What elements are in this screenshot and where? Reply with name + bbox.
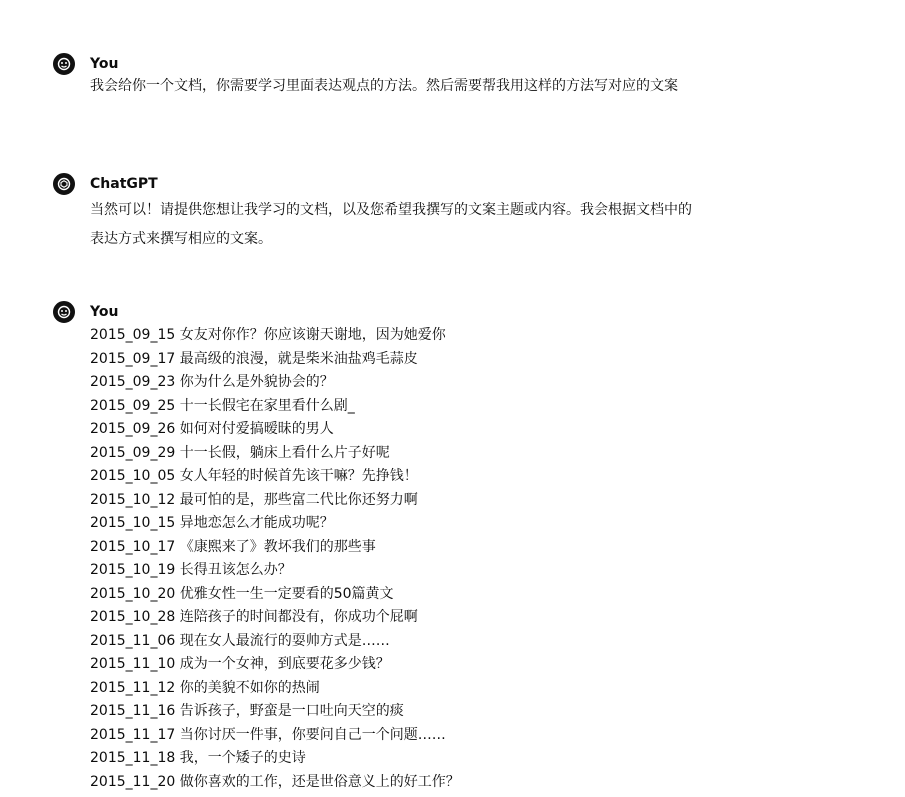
message-text-line: 表达方式来撰写相应的文案。 bbox=[90, 231, 272, 247]
message-header bbox=[53, 53, 873, 75]
message-text-line: 当然可以！请提供您想让我学习的文档，以及您希望我撰写的文案主题或内容。我会根据文档中的 bbox=[90, 202, 692, 218]
list-item: 2015_11_20 做你喜欢的工作，还是世俗意义上的好工作？ bbox=[90, 773, 460, 790]
user-message-1 bbox=[53, 53, 873, 99]
list-item: 2015_10_28 连陪孩子的时间都没有，你成功个屁啊 bbox=[90, 609, 418, 625]
list-item: 2015_10_20 优雅女性一生一定要看的50篇黄文 bbox=[90, 585, 394, 602]
list-item: 2015_11_17 当你讨厌一件事，你要问自己一个问题…… bbox=[90, 726, 446, 743]
list-item: 2015_09_23 你为什么是外貌协会的？ bbox=[90, 374, 334, 390]
list-item: 2015_11_18 我，一个矮子的史诗 bbox=[90, 750, 306, 766]
message-body bbox=[90, 196, 873, 254]
list-item: 2015_10_17 《康熙来了》教坏我们的那些事 bbox=[90, 538, 376, 555]
list-item: 2015_09_29 十一长假，躺床上看什么片子好呢 bbox=[90, 444, 390, 461]
list-item: 2015_10_19 长得丑该怎么办？ bbox=[90, 562, 292, 578]
message-header bbox=[53, 301, 873, 323]
list-item: 2015_10_12 最可怕的是，那些富二代比你还努力啊 bbox=[90, 491, 418, 508]
message-text: 我会给你一个文档，你需要学习里面表达观点的方法。然后需要帮我用这样的方法写对应的文案 bbox=[90, 78, 678, 94]
list-item: 2015_10_05 女人年轻的时候首先该干嘛？先挣钱！ bbox=[90, 468, 418, 484]
message-author: You bbox=[90, 56, 119, 72]
list-item: 2015_11_06 现在女人最流行的耍帅方式是…… bbox=[90, 632, 390, 649]
list-item: 2015_09_25 十一长假宅在家里看什么剧_ bbox=[90, 397, 355, 414]
user-avatar-icon[interactable] bbox=[53, 53, 75, 75]
list-item: 2015_10_15 异地恋怎么才能成功呢？ bbox=[90, 515, 334, 531]
list-item: 2015_09_15 女友对你作？你应该谢天谢地，因为她爱你 bbox=[90, 327, 446, 343]
list-item: 2015_11_10 成为一个女神，到底要花多少钱？ bbox=[90, 656, 390, 672]
list-item: 2015_11_16 告诉孩子，野蛮是一口吐向天空的痰 bbox=[90, 703, 404, 719]
user-avatar-icon[interactable] bbox=[53, 301, 75, 323]
message-body bbox=[90, 324, 873, 794]
message-author: ChatGPT bbox=[90, 176, 158, 192]
user-message-2 bbox=[53, 301, 873, 794]
list-item: 2015_09_17 最高级的浪漫，就是柴米油盐鸡毛蒜皮 bbox=[90, 350, 418, 367]
message-author: You bbox=[90, 304, 119, 320]
message-body bbox=[90, 75, 873, 99]
list-item: 2015_11_12 你的美貌不如你的热闹 bbox=[90, 679, 320, 696]
message-header bbox=[53, 173, 873, 195]
list-item: 2015_09_26 如何对付爱搞暧昧的男人 bbox=[90, 421, 334, 437]
chatgpt-logo-icon[interactable] bbox=[53, 173, 75, 195]
assistant-message bbox=[53, 173, 873, 254]
